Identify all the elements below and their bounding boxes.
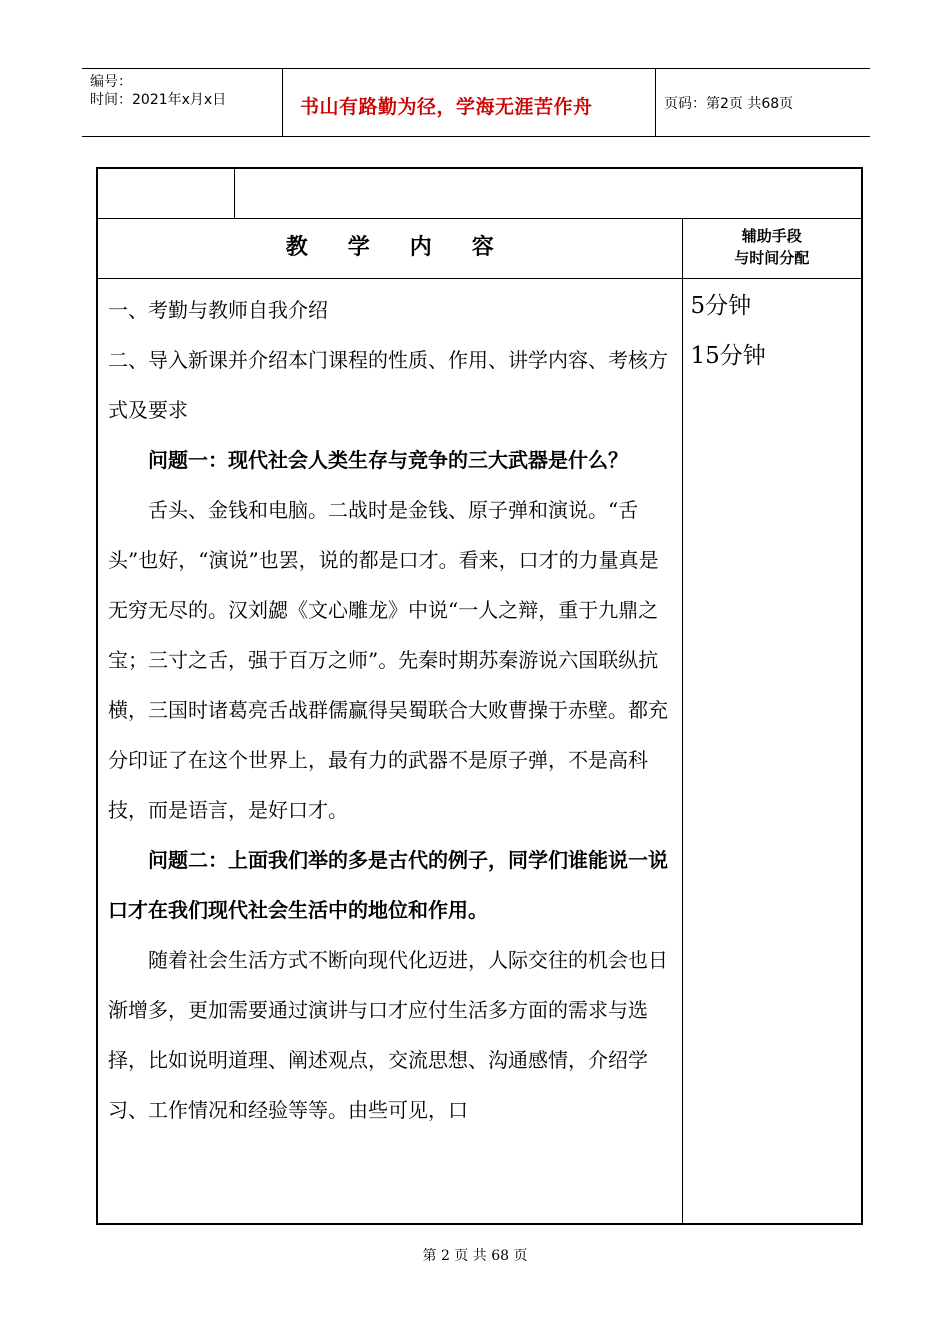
lesson-content <box>97 278 682 1224</box>
time-allocation <box>682 278 862 1224</box>
page-label: 页码：第2页 共68页 <box>664 96 794 112</box>
time-item: 5分钟 <box>690 292 752 319</box>
blank-row <box>97 168 862 218</box>
header-divider-left <box>282 68 283 136</box>
header-bottom-rule <box>82 136 870 137</box>
code-label: 编号： <box>90 74 132 90</box>
paragraph-attendance: 一、考勤与教师自我介绍 <box>108 297 328 322</box>
aux-heading-line2: 与时间分配 <box>734 248 810 267</box>
blank-cell-right <box>234 168 862 218</box>
paragraph-answer-one: 舌头、金钱和电脑。二战时是金钱、原子弹和演说。“舌头”也好，“演说”也罢，说的都是口才。看来，口才的力量真是无穷无尽的。汉刘勰《文心雕龙》中说“一人之辩，重于九鼎之宝；三寸之舌，强于百万之师”。先秦时期苏秦游说六国联纵抗横，三国时诸葛亮舌战群儒赢得吴蜀联合大败曹操于赤壁。都充分印证了在这个世界上，最有力的武器不是原子弹，不是高科技，而是语言，是好口才。 <box>108 497 668 822</box>
paragraph-intro: 二、导入新课并介绍本门课程的性质、作用、讲学内容、考核方式及要求 <box>108 347 668 422</box>
header-divider-right <box>655 68 656 136</box>
question-one: 问题一：现代社会人类生存与竞争的三大武器是什么？ <box>148 447 628 472</box>
content-row <box>97 278 862 1224</box>
time-item: 15分钟 <box>690 342 766 369</box>
question-two: 问题二：上面我们举的多是古代的例子，同学们谁能说一说口才在我们现代社会生活中的地位和作用。 <box>108 847 668 922</box>
motto: 书山有路勤为径，学海无涯苦作舟 <box>300 96 593 118</box>
blank-cell-left <box>97 168 234 218</box>
page-footer: 第 2 页 共 68 页 <box>422 1248 528 1264</box>
heading-row <box>97 218 862 278</box>
header-top-rule <box>82 68 870 69</box>
date-label: 时间：2021年x月x日 <box>90 92 227 108</box>
aux-heading <box>682 218 862 278</box>
aux-heading-line1: 辅助手段 <box>741 226 802 245</box>
lesson-table <box>96 167 863 1225</box>
content-heading: 教学内容 <box>97 218 682 278</box>
paragraph-answer-two: 随着社会生活方式不断向现代化迈进，人际交往的机会也日渐增多，更加需要通过演讲与口才应付生活多方面的需求与选择，比如说明道理、阐述观点，交流思想、沟通感情，介绍学习、工作情况和经验等等。由些可见，口 <box>108 947 668 1122</box>
